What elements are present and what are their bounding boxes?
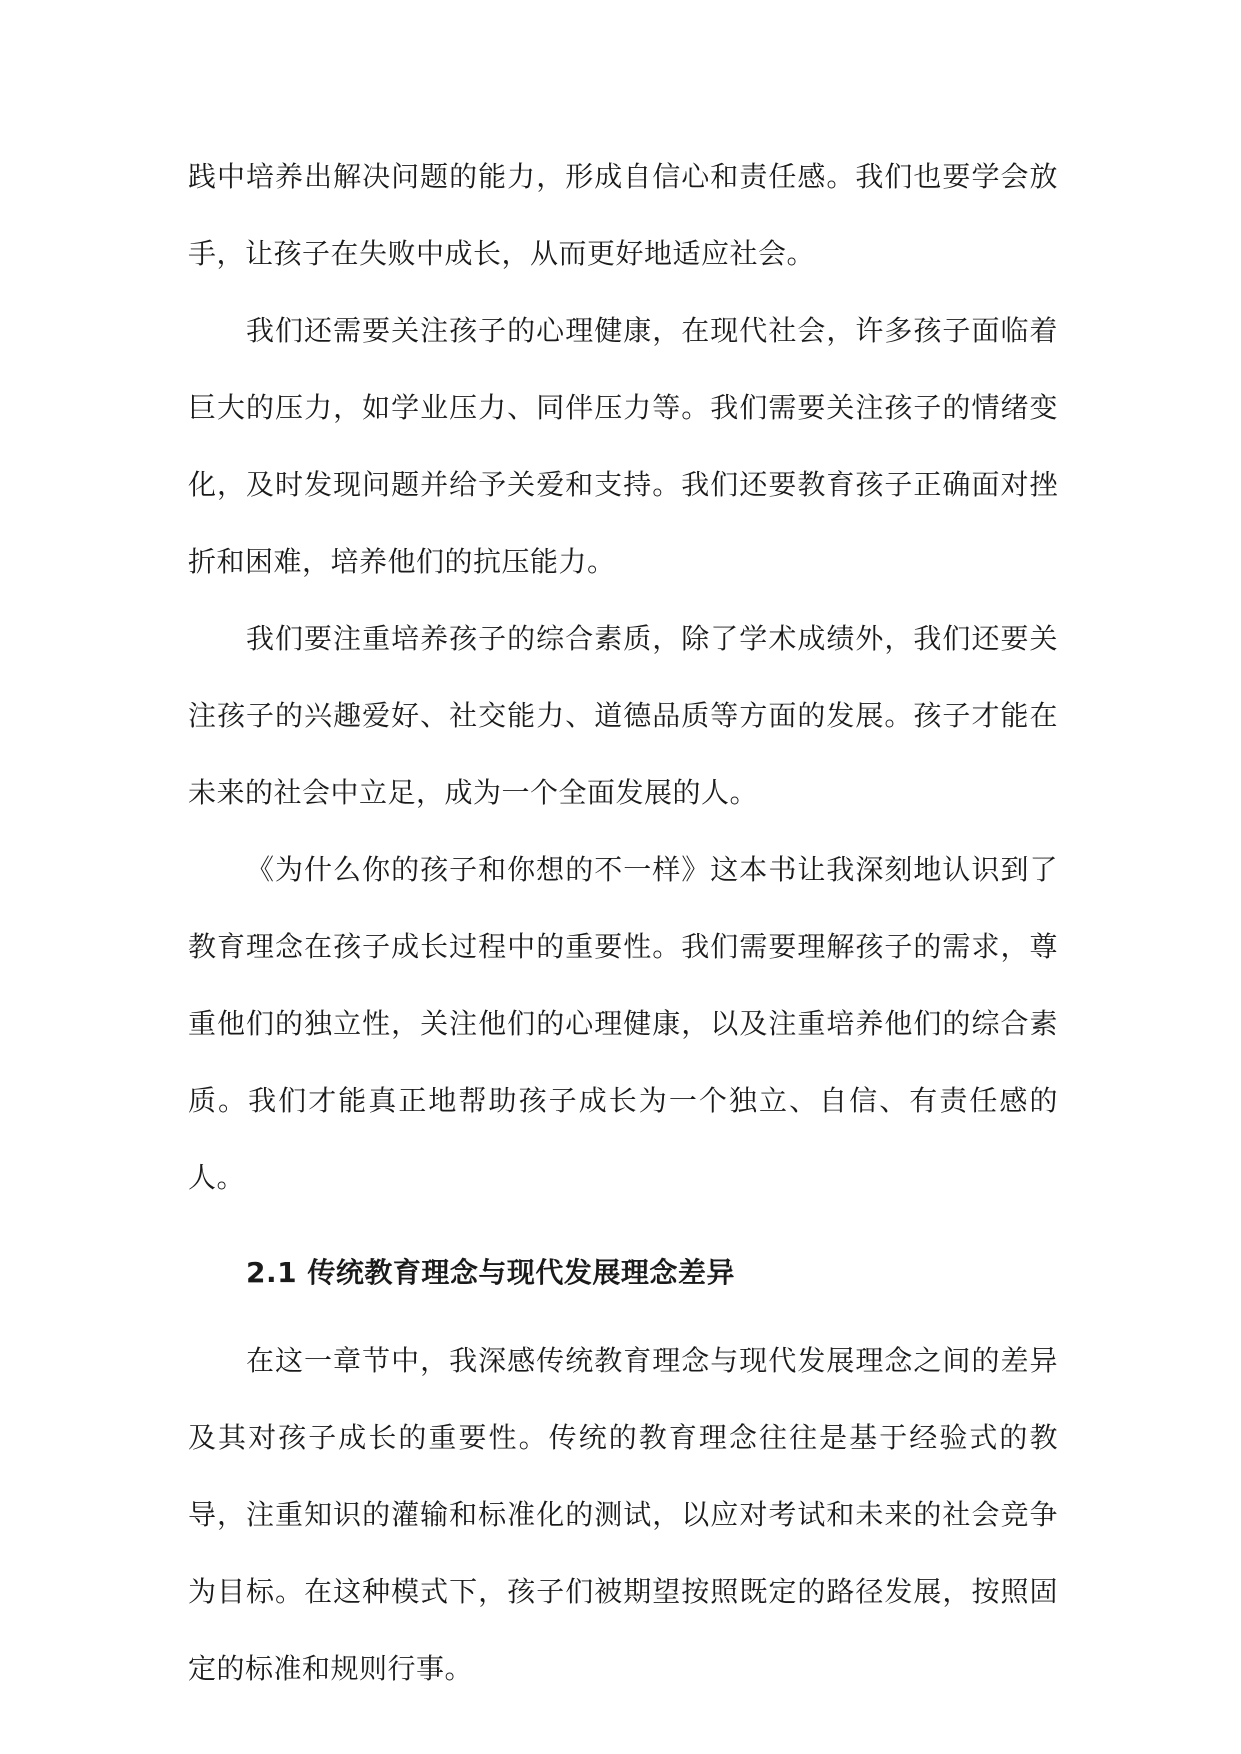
- section-heading: 2.1 传统教育理念与现代发展理念差异: [246, 1256, 735, 1289]
- paragraph-comprehensive-quality: 我们要注重培养孩子的综合素质，除了学术成绩外，我们还要关注孩子的兴趣爱好、社交能力、道德品质等方面的发展。孩子才能在未来的社会中立足，成为一个全面发展的人。: [188, 622, 1058, 809]
- page-body: [188, 138, 1058, 1707]
- paragraph-mental-health: 我们还需要关注孩子的心理健康，在现代社会，许多孩子面临着巨大的压力，如学业压力、同伴压力等。我们需要关注孩子的情绪变化，及时发现问题并给予关爱和支持。我们还要教育孩子正确面对挫折和困难，培养他们的抗压能力。: [188, 314, 1058, 578]
- paragraph-continuation: 践中培养出解决问题的能力，形成自信心和责任感。我们也要学会放手，让孩子在失败中成长，从而更好地适应社会。: [188, 160, 1058, 270]
- paragraph-book-reflection: 《为什么你的孩子和你想的不一样》这本书让我深刻地认识到了教育理念在孩子成长过程中的重要性。我们需要理解孩子的需求，尊重他们的独立性，关注他们的心理健康，以及注重培养他们的综合素质。我们才能真正地帮助孩子成长为一个独立、自信、有责任感的人。: [188, 853, 1058, 1194]
- paragraph-traditional-vs-modern: 在这一章节中，我深感传统教育理念与现代发展理念之间的差异及其对孩子成长的重要性。传统的教育理念往往是基于经验式的教导，注重知识的灌输和标准化的测试，以应对考试和未来的社会竞争为目标。在这种模式下，孩子们被期望按照既定的路径发展，按照固定的标准和规则行事。: [188, 1344, 1058, 1685]
